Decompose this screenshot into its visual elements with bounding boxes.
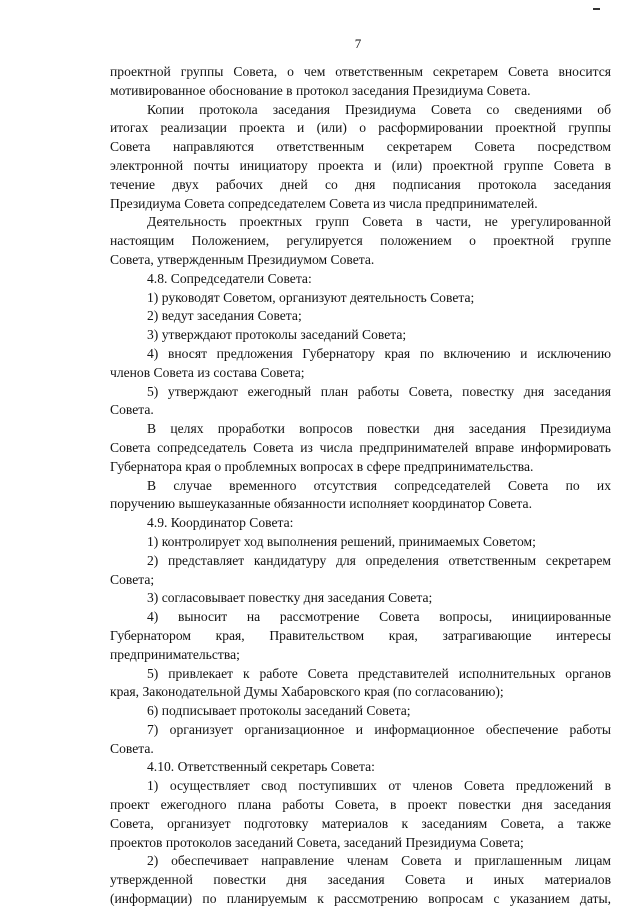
text-line: 1) контролирует ход выполнения решений, принимаемых Советом; bbox=[147, 533, 536, 549]
text-line: В случае временного отсутствия сопредседателей Совета по их bbox=[147, 477, 611, 493]
text-line: 4) вносят предложения Губернатору края по включению и исключению bbox=[147, 345, 611, 361]
text-line: Деятельность проектных групп Совета в части, не урегулированной bbox=[147, 214, 611, 230]
text-line: 7) организует организационное и информационное обеспечение работы bbox=[147, 721, 611, 737]
text-line: Губернатором края, Правительством края, затрагивающие интересы bbox=[110, 627, 611, 643]
text-line: Совета сопредседатель Совета из числа предпринимателей вправе информировать bbox=[110, 439, 611, 455]
text-line: 4.8. Сопредседатели Совета: bbox=[147, 270, 312, 286]
text-line: течение двух рабочих дней со дня подписания протокола заседания bbox=[110, 176, 611, 192]
text-line: (информации) по планируемым к рассмотрению вопросам с указанием даты, bbox=[110, 891, 611, 907]
text-line: мотивированное обоснование в протокол заседания Президиума Совета. bbox=[110, 82, 531, 98]
text-line: Совета. bbox=[110, 740, 154, 756]
text-line: 1) руководят Советом, организуют деятельность Совета; bbox=[147, 289, 475, 305]
text-line: проект ежегодного плана работы Совета, в проект повестки дня заседания bbox=[110, 797, 611, 813]
text-line: 4) выносит на рассмотрение Совета вопросы, инициированные bbox=[147, 609, 611, 625]
text-line: Губернатора края о проблемных вопросах в сфере предпринимательства. bbox=[110, 458, 534, 474]
text-line: проектной группы Совета, о чем ответственным секретарем Совета вносится bbox=[110, 64, 611, 79]
text-line: 6) подписывает протоколы заседаний Совета; bbox=[147, 703, 411, 719]
text-line: 5) утверждают ежегодный план работы Совета, повестку дня заседания bbox=[147, 383, 611, 399]
text-line: настоящим Положением, регулируется положением о проектной группе bbox=[110, 233, 611, 249]
text-line: 1) осуществляет свод поступивших от членов Совета предложений в bbox=[147, 778, 611, 794]
text-line: Совета. bbox=[110, 402, 154, 418]
text-line: Совета направляются ответственным секретарем Совета посредством bbox=[110, 139, 611, 155]
document-body bbox=[110, 63, 611, 909]
text-line: 2) обеспечивает направление членам Совета и приглашенным лицам bbox=[147, 853, 611, 869]
text-line: В целях проработки вопросов повестки дня заседания Президиума bbox=[147, 421, 611, 437]
text-line: края, Законодательной Думы Хабаровского края (по согласованию); bbox=[110, 684, 504, 700]
text-line: проектов протоколов заседаний Совета, заседаний Президиума Совета; bbox=[110, 834, 524, 850]
text-line: утвержденной повестки дня заседания Совета и иных материалов bbox=[110, 872, 611, 888]
text-line: предпринимательства; bbox=[110, 646, 240, 662]
text-line: поручению вышеуказанные обязанности исполняет координатор Совета. bbox=[110, 496, 532, 512]
text-line: электронной почты инициатору проекта и (или) проектной группе Совета в bbox=[110, 157, 611, 173]
text-line: Президиума Совета сопредседателем Совета из числа предпринимателей. bbox=[110, 195, 538, 211]
text-line: Совета; bbox=[110, 571, 155, 587]
text-line: 4.9. Координатор Совета: bbox=[147, 515, 294, 531]
page-number: 7 bbox=[354, 36, 362, 51]
text-line: Копии протокола заседания Президиума Совета со сведениями об bbox=[147, 101, 611, 117]
text-line: Совета, утвержденным Президиумом Совета. bbox=[110, 251, 375, 267]
scan-mark bbox=[593, 8, 600, 10]
text-line: членов Совета из состава Совета; bbox=[110, 364, 305, 380]
text-line: 4.10. Ответственный секретарь Совета: bbox=[147, 759, 375, 775]
text-line: Совета, организует подготовку материалов к заседаниям Совета, а также bbox=[110, 815, 611, 831]
text-line: 2) ведут заседания Совета; bbox=[147, 308, 302, 324]
text-line: итогах реализации проекта и (или) о расформировании проектной группы bbox=[110, 120, 611, 136]
text-line: 3) согласовывает повестку дня заседания Совета; bbox=[147, 590, 433, 606]
text-line: 2) представляет кандидатуру для определения ответственным секретарем bbox=[147, 552, 611, 568]
text-line: 3) утверждают протоколы заседаний Совета; bbox=[147, 327, 407, 343]
text-line: 5) привлекает к работе Совета представителей исполнительных органов bbox=[147, 665, 611, 681]
